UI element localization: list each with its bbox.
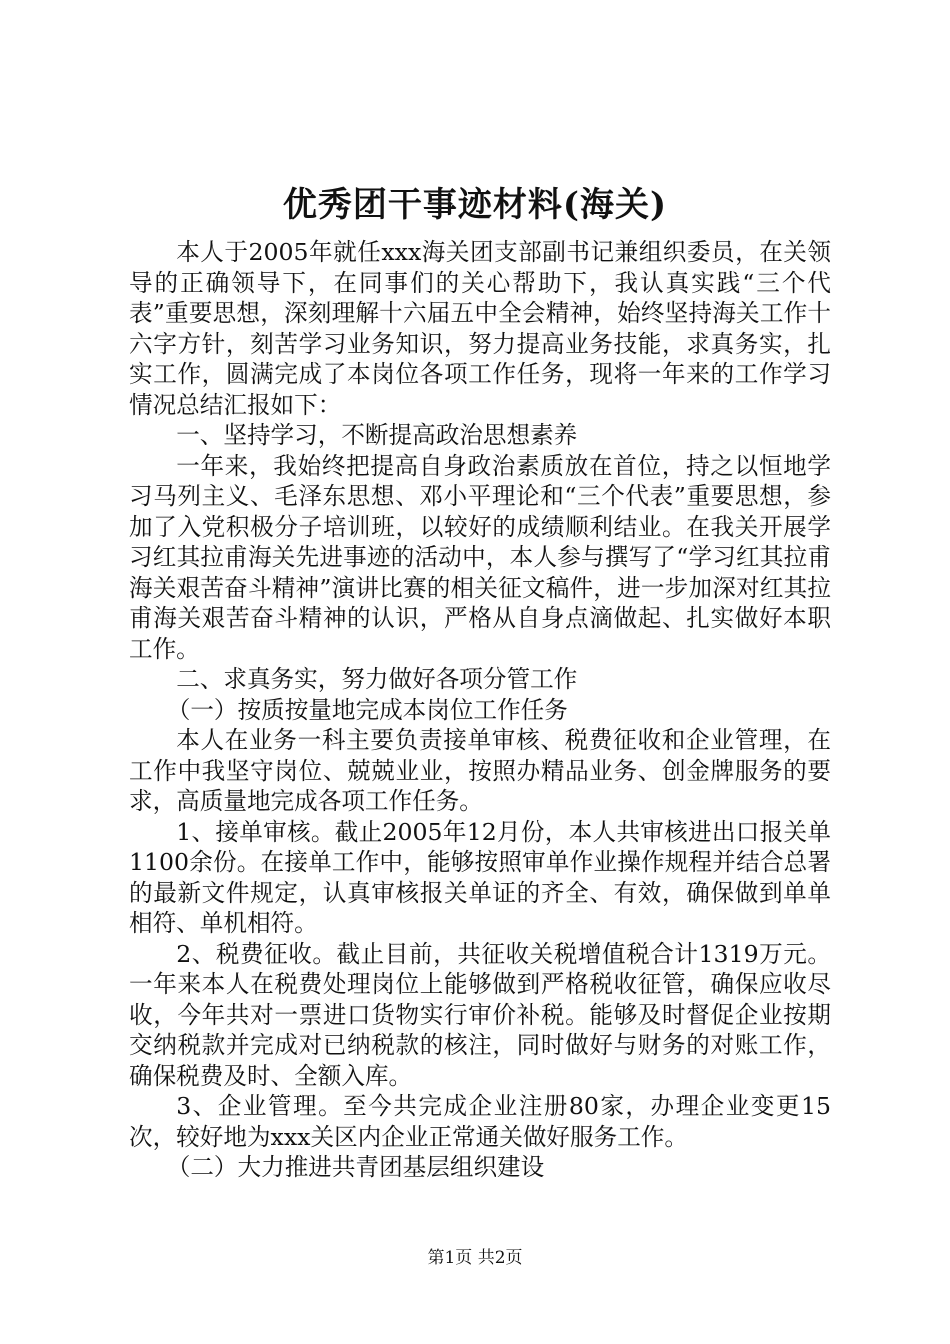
subsection-heading-2: （二）大力推进共青团基层组织建设 bbox=[166, 1153, 545, 1181]
paragraph-intro: 本人于2005年就任xxx海关团支部副书记兼组织委员，在关领导的正确领导下，在同事们的关心帮助下，我认真实践“三个代表”重要思想，深刻理解十六届五中全会精神，始终坚持海关工作十六字方针，刻苦学习业务知识，努力提高业务技能，求真务实，扎实工作，圆满完成了本岗位各项工作任务，现将一年来的工作学习情况总结汇报如下： bbox=[129, 238, 831, 419]
paragraph-review: 1、接单审核。截止2005年12月份，本人共审核进出口报关单1100余份。在接单工作中，能够按照审单作业操作规程并结合总署的最新文件规定，认真审核报关单证的齐全、有效，确保做到单单相符、单机相符。 bbox=[129, 817, 831, 937]
document-title: 优秀团干事迹材料(海关) bbox=[282, 185, 668, 225]
page-footer: 第1页 共2页 bbox=[427, 1248, 523, 1268]
paragraph-study: 一年来，我始终把提高自身政治素质放在首位，持之以恒地学习马列主义、毛泽东思想、邓小平理论和“三个代表”重要思想，参加了入党积极分子培训班，以较好的成绩顺利结业。在我关开展学习红其拉甫海关先进事迹的活动中，本人参与撰写了“学习红其拉甫海关艰苦奋斗精神”演讲比赛的相关征文稿件，进一步加深对红其拉甫海关艰苦奋斗精神的认识，严格从自身点滴做起、扎实做好本职工作。 bbox=[129, 451, 831, 663]
paragraph-duties: 本人在业务一科主要负责接单审核、税费征收和企业管理，在工作中我坚守岗位、兢兢业业，按照办精品业务、创金牌服务的要求，高质量地完成各项工作任务。 bbox=[129, 726, 831, 815]
section-heading-1: 一、坚持学习，不断提高政治思想素养 bbox=[176, 421, 578, 449]
section-heading-2: 二、求真务实，努力做好各项分管工作 bbox=[176, 665, 578, 693]
paragraph-enterprise: 3、企业管理。至今共完成企业注册80家，办理企业变更15次，较好地为xxx关区内企业正常通关做好服务工作。 bbox=[129, 1092, 831, 1151]
document-body bbox=[129, 237, 831, 1183]
paragraph-tax: 2、税费征收。截止目前，共征收关税增值税合计1319万元。一年来本人在税费处理岗位上能够做到严格税收征管，确保应收尽收，今年共对一票进口货物实行审价补税。能够及时督促企业按期交纳税款并完成对已纳税款的核注，同时做好与财务的对账工作，确保税费及时、全额入库。 bbox=[129, 939, 831, 1090]
subsection-heading-1: （一）按质按量地完成本岗位工作任务 bbox=[166, 695, 568, 724]
